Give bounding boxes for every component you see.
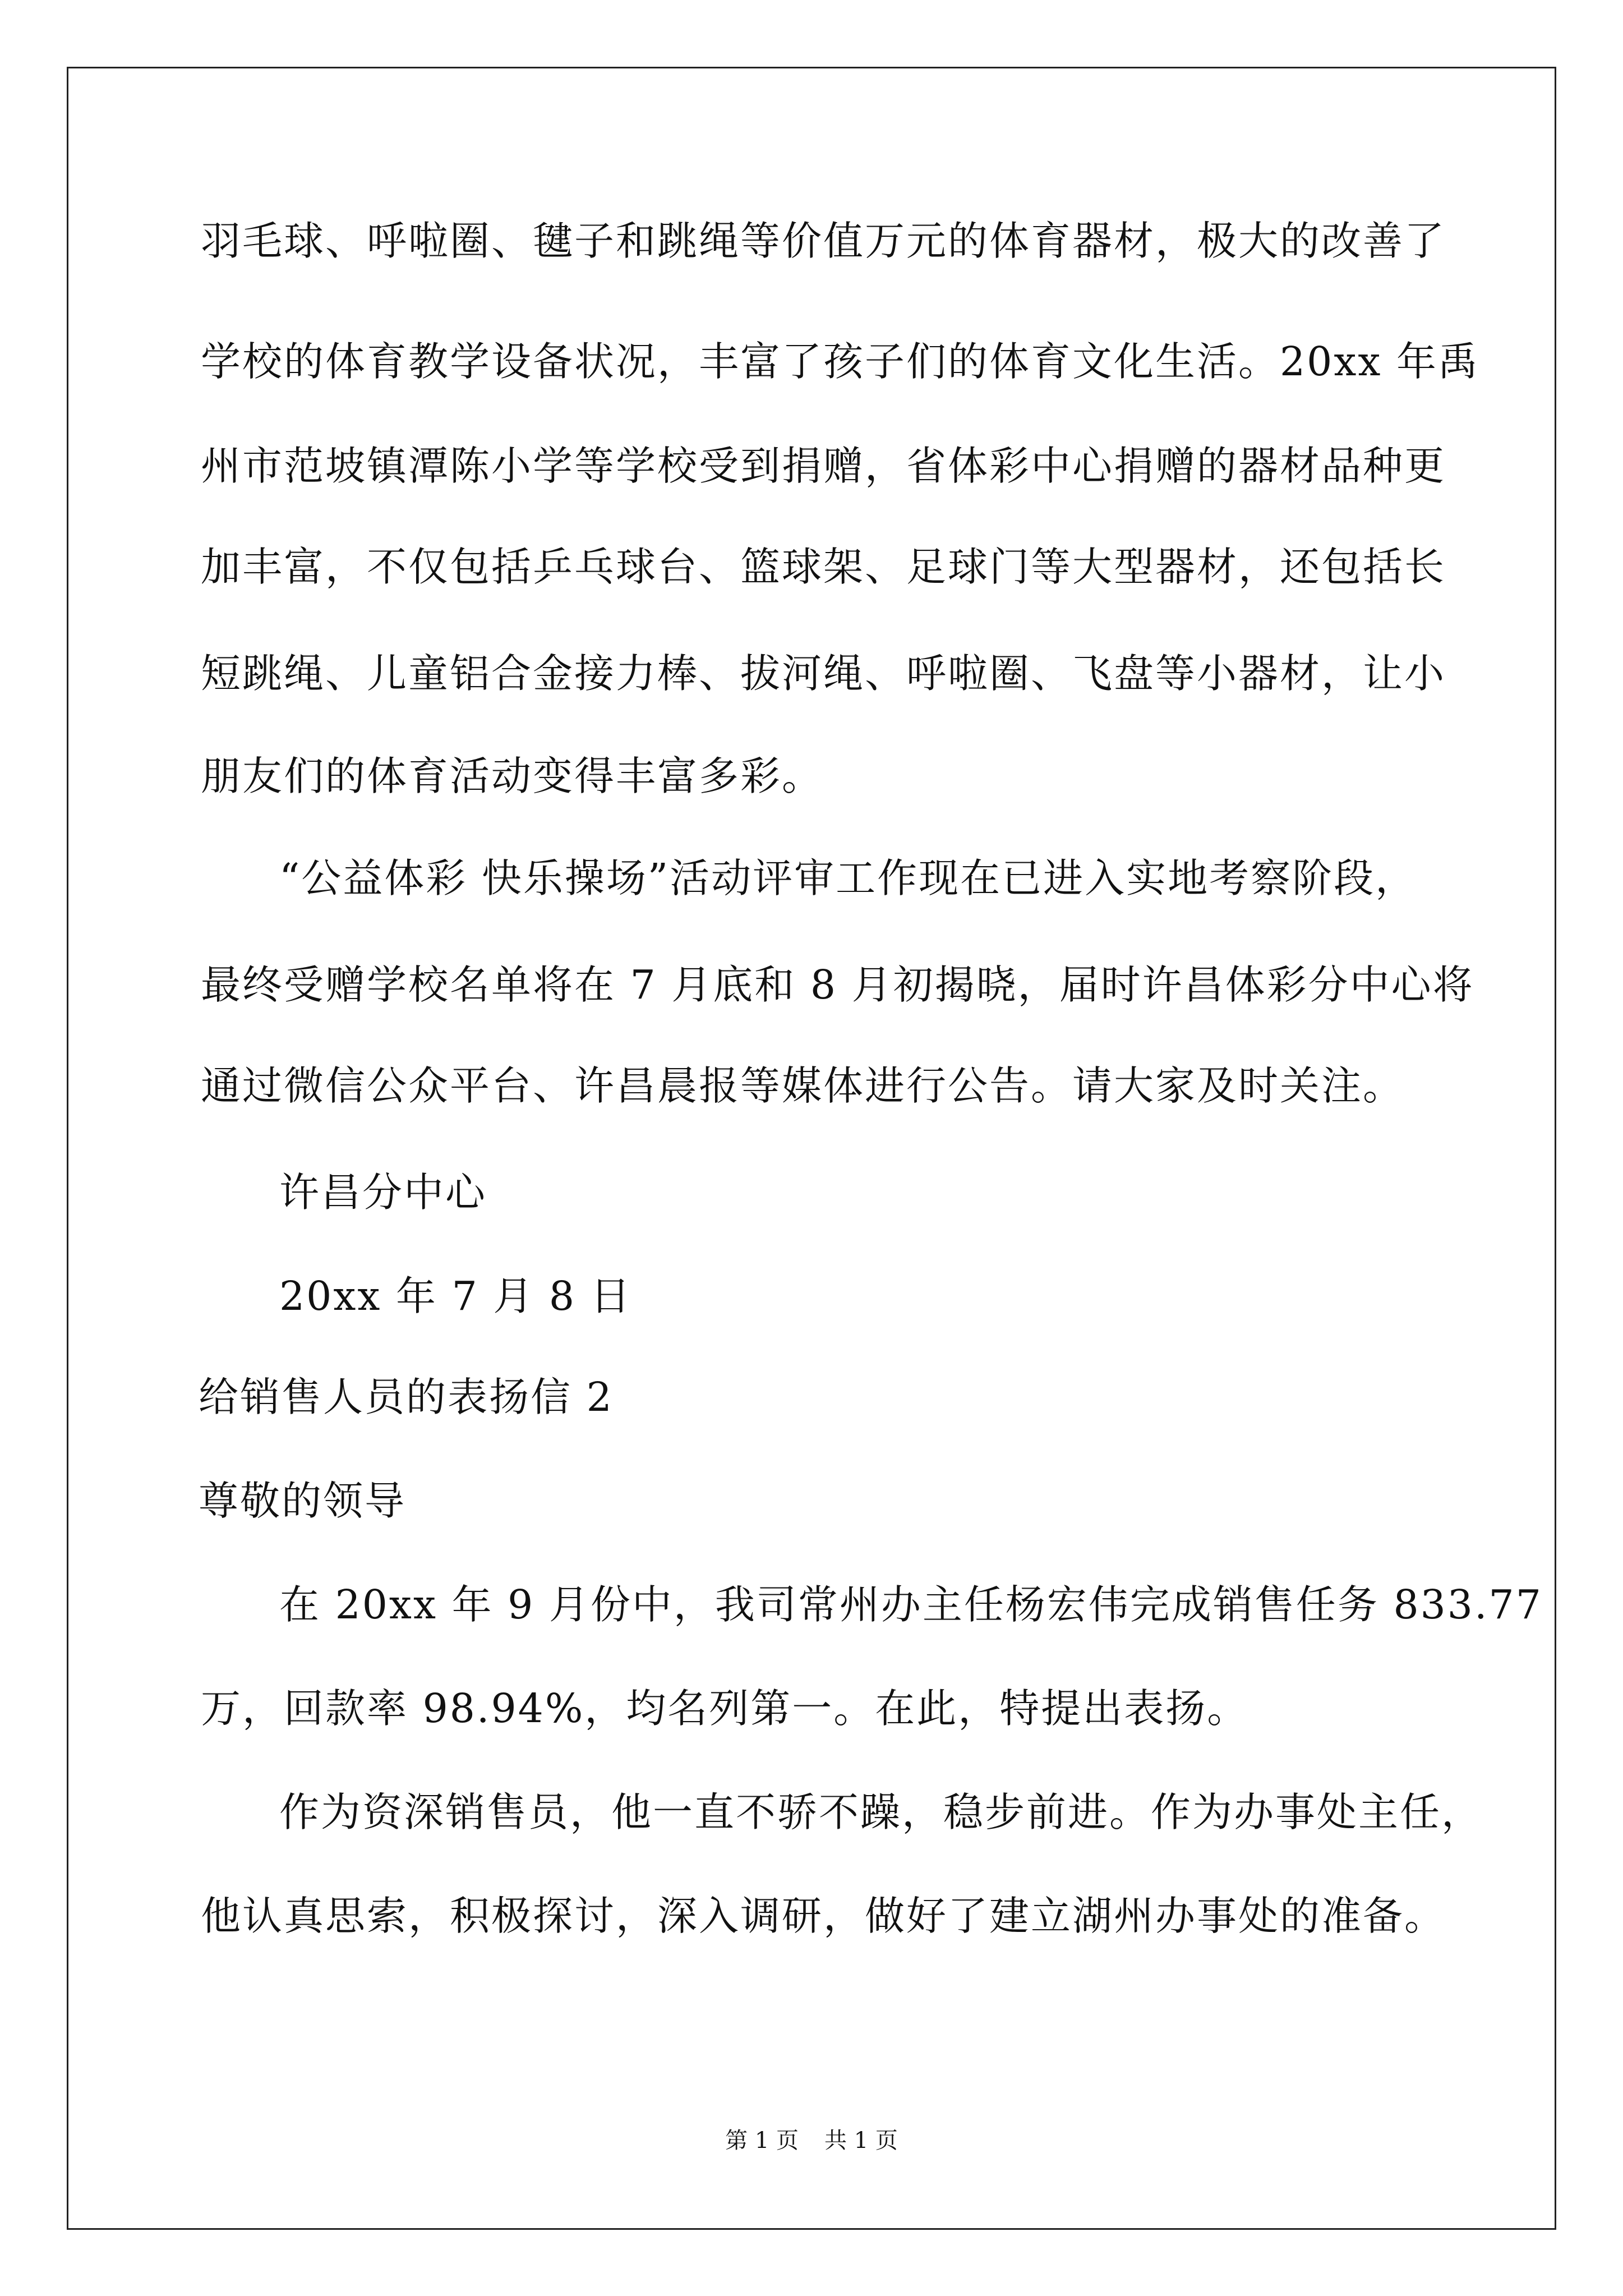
page-total: 共 1 页 bbox=[824, 2128, 898, 2154]
body-line: 最终受赠学校名单将在 7 月底和 8 月初揭晓，届时许昌体彩分中心将 bbox=[201, 961, 1474, 1008]
body-line: 万，回款率 98.94%，均名列第一。在此，特提出表扬。 bbox=[201, 1685, 1249, 1732]
signature: 许昌分中心 bbox=[279, 1169, 487, 1216]
body-line: 在 20xx 年 9 月份中，我司常州办主任杨宏伟完成销售任务 833.77 bbox=[279, 1581, 1543, 1628]
body-line: 短跳绳、儿童铝合金接力棒、拔河绳、呼啦圈、飞盘等小器材，让小 bbox=[201, 650, 1446, 697]
body-line: “公益体彩 快乐操场”活动评审工作现在已进入实地考察阶段， bbox=[279, 855, 1417, 901]
body-line: 通过微信公众平台、许昌晨报等媒体进行公告。请大家及时关注。 bbox=[201, 1062, 1405, 1109]
body-line: 州市范坡镇潭陈小学等学校受到捐赠，省体彩中心捐赠的器材品种更 bbox=[201, 443, 1446, 489]
body-line: 朋友们的体育活动变得丰富多彩。 bbox=[201, 753, 824, 799]
body-line: 羽毛球、呼啦圈、毽子和跳绳等价值万元的体育器材，极大的改善了 bbox=[201, 218, 1446, 264]
body-line: 他认真思索，积极探讨，深入调研，做好了建立湖州办事处的准备。 bbox=[201, 1893, 1446, 1939]
section-title: 给销售人员的表扬信 2 bbox=[199, 1374, 614, 1420]
body-line: 加丰富，不仅包括乒乓球台、篮球架、足球门等大型器材，还包括长 bbox=[201, 544, 1446, 590]
date: 20xx 年 7 月 8 日 bbox=[279, 1273, 632, 1319]
body-line: 学校的体育教学设备状况，丰富了孩子们的体育文化生活。20xx 年禹 bbox=[201, 338, 1479, 385]
page-number: 第 1 页 bbox=[725, 2128, 799, 2154]
body-line: 作为资深销售员，他一直不骄不躁，稳步前进。作为办事处主任， bbox=[279, 1789, 1483, 1835]
salutation: 尊敬的领导 bbox=[199, 1478, 407, 1524]
page-footer bbox=[0, 2129, 1623, 2152]
